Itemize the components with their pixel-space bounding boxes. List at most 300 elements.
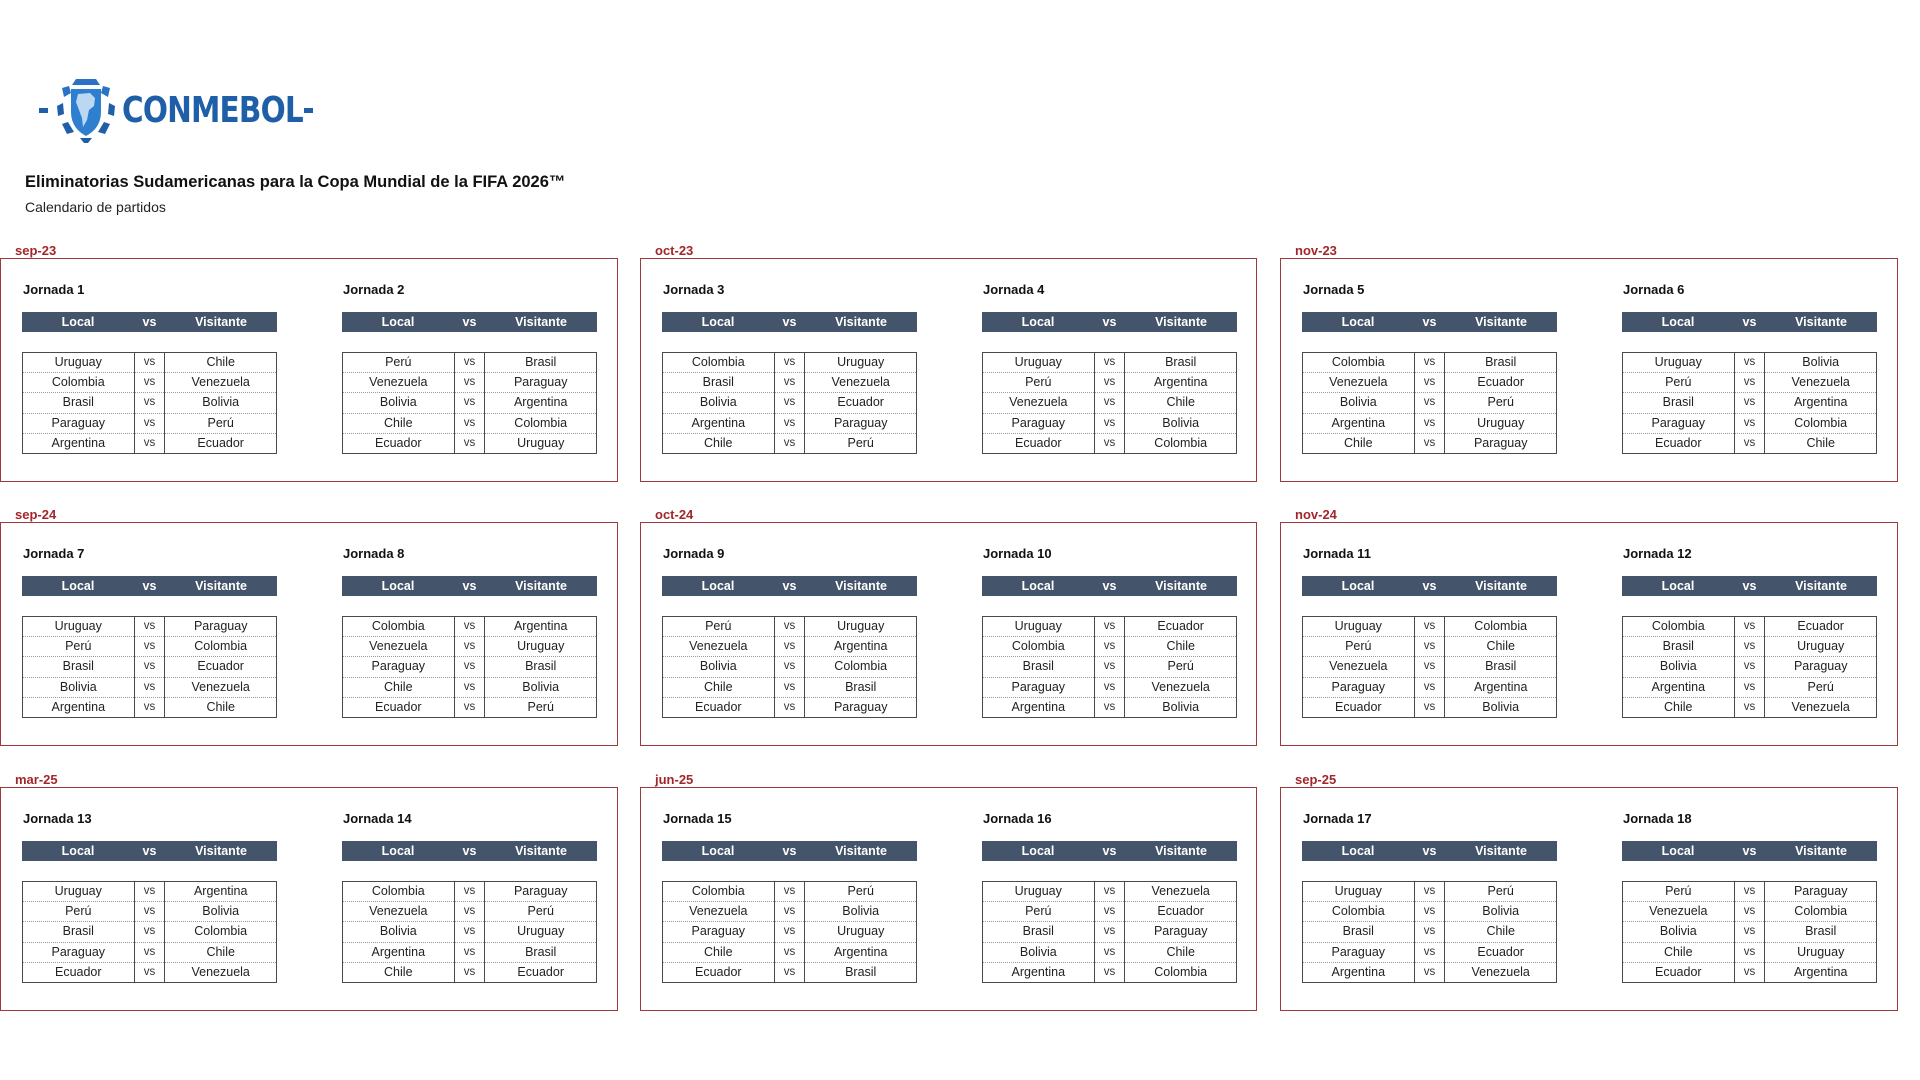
matches-table (982, 352, 1237, 454)
header-visitante: Visitante (835, 844, 887, 858)
vs-separator: vs (1734, 373, 1765, 393)
vs-separator: vs (1414, 882, 1445, 902)
away-team: Venezuela (805, 373, 917, 393)
home-team: Venezuela (343, 637, 455, 657)
logo-dash-right (304, 108, 313, 113)
away-team: Bolivia (165, 393, 277, 413)
vs-separator: vs (1414, 657, 1445, 677)
table-header-bar (342, 841, 597, 861)
away-team: Colombia (805, 657, 917, 677)
match-row (663, 433, 917, 453)
home-team: Venezuela (1303, 373, 1415, 393)
jornada-title: Jornada 16 (983, 811, 1052, 826)
header-visitante: Visitante (515, 315, 567, 329)
match-row (343, 617, 597, 637)
match-row (1303, 697, 1557, 717)
home-team: Chile (663, 433, 775, 453)
home-team: Argentina (1303, 962, 1415, 982)
away-team: Ecuador (165, 657, 277, 677)
home-team: Brasil (1623, 393, 1735, 413)
away-team: Ecuador (1125, 617, 1237, 637)
match-row (23, 393, 277, 413)
match-row (1623, 697, 1877, 717)
away-team: Argentina (805, 942, 917, 962)
jornada-title: Jornada 13 (23, 811, 92, 826)
match-row (983, 637, 1237, 657)
match-row (983, 697, 1237, 717)
match-row (663, 942, 917, 962)
home-team: Bolivia (23, 677, 135, 697)
away-team: Chile (165, 353, 277, 373)
home-team: Chile (1623, 697, 1735, 717)
away-team: Chile (1125, 393, 1237, 413)
vs-separator: vs (1414, 962, 1445, 982)
vs-separator: vs (1094, 433, 1125, 453)
away-team: Bolivia (1125, 413, 1237, 433)
header-visitante: Visitante (515, 579, 567, 593)
header-visitante: Visitante (1795, 315, 1847, 329)
match-row (983, 882, 1237, 902)
away-team: Argentina (485, 617, 597, 637)
away-team: Venezuela (1765, 373, 1877, 393)
match-row (343, 677, 597, 697)
document-subtitle: Calendario de partidos (25, 199, 166, 215)
vs-separator: vs (774, 902, 805, 922)
home-team: Chile (343, 962, 455, 982)
header-vs: vs (142, 579, 157, 593)
vs-separator: vs (774, 353, 805, 373)
header-visitante: Visitante (1155, 315, 1207, 329)
vs-separator: vs (134, 902, 165, 922)
away-team: Chile (1445, 637, 1557, 657)
conmebol-emblem-icon (54, 76, 118, 144)
home-team: Ecuador (983, 433, 1095, 453)
home-team: Chile (343, 677, 455, 697)
away-team: Uruguay (805, 353, 917, 373)
match-row (983, 353, 1237, 373)
vs-separator: vs (454, 657, 485, 677)
match-row (343, 902, 597, 922)
home-team: Bolivia (663, 393, 775, 413)
logo-dash-left (39, 108, 48, 113)
vs-separator: vs (1414, 697, 1445, 717)
match-row (343, 433, 597, 453)
logo-wordmark: CONMEBOL (122, 89, 303, 131)
vs-separator: vs (1414, 942, 1445, 962)
home-team: Perú (983, 373, 1095, 393)
home-team: Colombia (1303, 902, 1415, 922)
jornada-title: Jornada 18 (1623, 811, 1692, 826)
away-team: Argentina (805, 637, 917, 657)
table-header-bar (982, 312, 1237, 332)
away-team: Argentina (1445, 677, 1557, 697)
vs-separator: vs (774, 413, 805, 433)
header-vs: vs (1102, 315, 1117, 329)
vs-separator: vs (134, 433, 165, 453)
header-local: Local (1021, 579, 1055, 593)
table-header-bar (1302, 576, 1557, 596)
vs-separator: vs (134, 373, 165, 393)
jornada-title: Jornada 14 (343, 811, 412, 826)
month-section (640, 258, 1257, 482)
away-team: Venezuela (1125, 677, 1237, 697)
match-row (1623, 922, 1877, 942)
match-row (983, 413, 1237, 433)
vs-separator: vs (1094, 657, 1125, 677)
header-vs: vs (462, 844, 477, 858)
match-row (1303, 922, 1557, 942)
home-team: Colombia (343, 882, 455, 902)
month-label: oct-24 (655, 507, 694, 522)
vs-separator: vs (1414, 922, 1445, 942)
away-team: Paraguay (1765, 882, 1877, 902)
home-team: Venezuela (1623, 902, 1735, 922)
header-local: Local (1661, 315, 1695, 329)
match-row (1623, 413, 1877, 433)
conmebol-logo (33, 74, 319, 146)
home-team: Venezuela (663, 637, 775, 657)
matches-table (1302, 616, 1557, 718)
match-row (983, 433, 1237, 453)
home-team: Chile (343, 413, 455, 433)
home-team: Ecuador (1623, 433, 1735, 453)
match-row (23, 353, 277, 373)
match-row (343, 962, 597, 982)
month-section (640, 787, 1257, 1011)
match-row (663, 902, 917, 922)
month-section (0, 258, 618, 482)
vs-separator: vs (1094, 373, 1125, 393)
away-team: Perú (847, 435, 874, 450)
home-team: Argentina (1303, 413, 1415, 433)
vs-separator: vs (1414, 637, 1445, 657)
home-team: Bolivia (343, 922, 455, 942)
month-label: sep-24 (15, 507, 57, 522)
home-team: Colombia (663, 353, 775, 373)
match-row (983, 657, 1237, 677)
vs-separator: vs (454, 962, 485, 982)
vs-separator: vs (774, 433, 805, 453)
vs-separator: vs (1734, 942, 1765, 962)
table-header-bar (22, 576, 277, 596)
vs-separator: vs (1094, 962, 1125, 982)
header-visitante: Visitante (195, 315, 247, 329)
match-row (23, 433, 277, 453)
vs-separator: vs (1734, 677, 1765, 697)
vs-separator: vs (134, 353, 165, 373)
vs-separator: vs (134, 697, 165, 717)
jornada-title: Jornada 7 (23, 546, 85, 561)
match-row (23, 902, 277, 922)
header-local: Local (701, 844, 735, 858)
match-row (663, 373, 917, 393)
vs-separator: vs (774, 637, 805, 657)
away-team: Colombia (485, 413, 597, 433)
home-team: Uruguay (23, 353, 135, 373)
home-team: Venezuela (663, 902, 775, 922)
match-row (663, 922, 917, 942)
away-team: Colombia (1445, 617, 1557, 637)
match-row (983, 942, 1237, 962)
vs-separator: vs (1094, 882, 1125, 902)
match-row (663, 637, 917, 657)
match-row (1623, 882, 1877, 902)
vs-separator: vs (1094, 922, 1125, 942)
home-team: Paraguay (23, 942, 135, 962)
vs-separator: vs (1414, 393, 1445, 413)
home-team: Argentina (23, 433, 135, 453)
match-row (23, 677, 277, 697)
header-visitante: Visitante (1475, 579, 1527, 593)
home-team: Brasil (23, 393, 135, 413)
match-row (343, 373, 597, 393)
away-team: Colombia (1154, 964, 1208, 979)
vs-separator: vs (454, 942, 485, 962)
away-team: Chile (1806, 435, 1835, 450)
away-team: Uruguay (1765, 637, 1877, 657)
match-row (1623, 393, 1877, 413)
away-team: Paraguay (833, 699, 888, 714)
home-team: Paraguay (983, 677, 1095, 697)
header-vs: vs (1422, 315, 1437, 329)
match-row (983, 922, 1237, 942)
vs-separator: vs (774, 393, 805, 413)
match-row (663, 617, 917, 637)
away-team: Brasil (1445, 353, 1557, 373)
matches-table (1302, 881, 1557, 983)
away-team: Ecuador (517, 964, 564, 979)
header-local: Local (1661, 844, 1695, 858)
vs-separator: vs (134, 657, 165, 677)
away-team: Paraguay (1765, 657, 1877, 677)
jornada-title: Jornada 6 (1623, 282, 1685, 297)
vs-separator: vs (1414, 617, 1445, 637)
home-team: Colombia (1303, 353, 1415, 373)
home-team: Colombia (343, 617, 455, 637)
month-label: oct-23 (655, 243, 694, 258)
vs-separator: vs (454, 353, 485, 373)
matches-table (342, 616, 597, 718)
month-section (0, 787, 618, 1011)
vs-separator: vs (774, 697, 805, 717)
jornada-title: Jornada 17 (1303, 811, 1372, 826)
away-team: Venezuela (1125, 882, 1237, 902)
match-row (1303, 433, 1557, 453)
matches-table (22, 616, 277, 718)
match-row (343, 413, 597, 433)
month-label: nov-23 (1295, 243, 1337, 258)
vs-separator: vs (774, 942, 805, 962)
table-header-bar (22, 841, 277, 861)
vs-separator: vs (774, 882, 805, 902)
home-team: Uruguay (1303, 882, 1415, 902)
away-team: Venezuela (165, 677, 277, 697)
header-vs: vs (142, 844, 157, 858)
home-team: Colombia (983, 637, 1095, 657)
month-label: nov-24 (1295, 507, 1337, 522)
home-team: Uruguay (23, 882, 135, 902)
vs-separator: vs (454, 902, 485, 922)
home-team: Bolivia (663, 657, 775, 677)
away-team: Uruguay (805, 922, 917, 942)
away-team: Uruguay (1765, 942, 1877, 962)
match-row (663, 657, 917, 677)
jornada-title: Jornada 15 (663, 811, 732, 826)
away-team: Argentina (1793, 964, 1848, 979)
match-row (1303, 902, 1557, 922)
match-row (1303, 393, 1557, 413)
match-row (343, 942, 597, 962)
vs-separator: vs (454, 373, 485, 393)
matches-table (342, 881, 597, 983)
away-team: Colombia (165, 922, 277, 942)
matches-table (662, 352, 917, 454)
away-team: Bolivia (1162, 699, 1200, 714)
header-vs: vs (782, 315, 797, 329)
match-row (983, 962, 1237, 982)
home-team: Argentina (983, 697, 1095, 717)
table-header-bar (662, 576, 917, 596)
home-team: Brasil (1623, 637, 1735, 657)
match-row (663, 697, 917, 717)
home-team: Uruguay (983, 882, 1095, 902)
header-visitante: Visitante (195, 579, 247, 593)
home-team: Perú (343, 353, 455, 373)
match-row (343, 393, 597, 413)
table-header-bar (982, 841, 1237, 861)
match-row (23, 413, 277, 433)
away-team: Bolivia (805, 902, 917, 922)
match-row (663, 393, 917, 413)
home-team: Paraguay (1303, 677, 1415, 697)
match-row (23, 922, 277, 942)
matches-table (342, 352, 597, 454)
home-team: Paraguay (23, 413, 135, 433)
home-team: Uruguay (983, 617, 1095, 637)
matches-table (982, 881, 1237, 983)
match-row (983, 373, 1237, 393)
vs-separator: vs (1094, 697, 1125, 717)
away-team: Brasil (805, 677, 917, 697)
home-team: Argentina (23, 697, 135, 717)
away-team: Brasil (485, 657, 597, 677)
home-team: Venezuela (1303, 657, 1415, 677)
vs-separator: vs (1094, 902, 1125, 922)
vs-separator: vs (774, 962, 805, 982)
matches-table (1622, 352, 1877, 454)
home-team: Brasil (23, 922, 135, 942)
home-team: Bolivia (343, 393, 455, 413)
away-team: Chile (1445, 922, 1557, 942)
vs-separator: vs (1094, 353, 1125, 373)
match-row (343, 353, 597, 373)
table-header-bar (662, 841, 917, 861)
header-visitante: Visitante (1475, 315, 1527, 329)
vs-separator: vs (1414, 677, 1445, 697)
match-row (983, 393, 1237, 413)
match-row (983, 677, 1237, 697)
away-team: Paraguay (165, 617, 277, 637)
matches-table (982, 616, 1237, 718)
vs-separator: vs (1734, 413, 1765, 433)
away-team: Argentina (1765, 393, 1877, 413)
table-header-bar (1622, 841, 1877, 861)
header-local: Local (61, 844, 95, 858)
jornada-title: Jornada 12 (1623, 546, 1692, 561)
match-row (663, 677, 917, 697)
away-team: Brasil (485, 942, 597, 962)
vs-separator: vs (454, 677, 485, 697)
away-team: Brasil (1765, 922, 1877, 942)
vs-separator: vs (1734, 617, 1765, 637)
away-team: Ecuador (1445, 942, 1557, 962)
away-team: Ecuador (805, 393, 917, 413)
header-local: Local (61, 579, 95, 593)
home-team: Paraguay (983, 413, 1095, 433)
jornada-title: Jornada 2 (343, 282, 405, 297)
away-team: Paraguay (1473, 435, 1528, 450)
vs-separator: vs (454, 413, 485, 433)
month-section (0, 522, 618, 746)
vs-separator: vs (454, 922, 485, 942)
vs-separator: vs (454, 882, 485, 902)
home-team: Ecuador (1623, 962, 1735, 982)
home-team: Ecuador (1303, 697, 1415, 717)
table-header-bar (342, 576, 597, 596)
home-team: Colombia (663, 882, 775, 902)
matches-table (22, 352, 277, 454)
match-row (663, 882, 917, 902)
vs-separator: vs (134, 617, 165, 637)
match-row (663, 962, 917, 982)
vs-separator: vs (134, 922, 165, 942)
match-row (23, 962, 277, 982)
vs-separator: vs (454, 433, 485, 453)
home-team: Uruguay (1303, 617, 1415, 637)
match-row (1303, 353, 1557, 373)
vs-separator: vs (1734, 353, 1765, 373)
home-team: Chile (663, 677, 775, 697)
header-local: Local (381, 315, 415, 329)
jornada-title: Jornada 9 (663, 546, 725, 561)
matches-table (1622, 616, 1877, 718)
vs-separator: vs (134, 882, 165, 902)
jornada-title: Jornada 1 (23, 282, 85, 297)
home-team: Paraguay (343, 657, 455, 677)
vs-separator: vs (1414, 373, 1445, 393)
home-team: Argentina (1623, 677, 1735, 697)
home-team: Uruguay (23, 617, 135, 637)
vs-separator: vs (774, 922, 805, 942)
away-team: Colombia (1765, 413, 1877, 433)
away-team: Bolivia (1482, 699, 1520, 714)
header-visitante: Visitante (1155, 844, 1207, 858)
vs-separator: vs (134, 942, 165, 962)
header-local: Local (1661, 579, 1695, 593)
home-team: Ecuador (663, 962, 775, 982)
home-team: Venezuela (343, 373, 455, 393)
match-row (983, 617, 1237, 637)
jornada-title: Jornada 8 (343, 546, 405, 561)
month-section (1280, 522, 1898, 746)
home-team: Brasil (663, 373, 775, 393)
header-visitante: Visitante (1795, 844, 1847, 858)
vs-separator: vs (774, 617, 805, 637)
matches-table (662, 616, 917, 718)
header-local: Local (1341, 579, 1375, 593)
away-team: Perú (485, 902, 597, 922)
away-team: Argentina (485, 393, 597, 413)
